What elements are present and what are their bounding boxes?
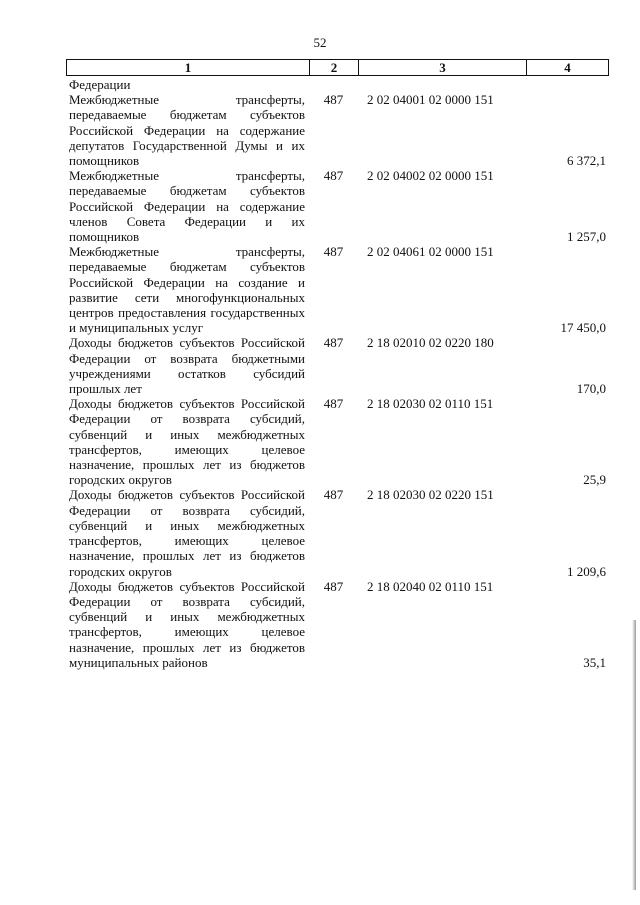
row-admin-code: 487	[323, 244, 344, 260]
row-sum: 6 372,1	[567, 153, 606, 169]
row-budget-code: 2 18 02030 02 0220 151	[367, 487, 494, 503]
header-col-3: 3	[359, 60, 527, 76]
row-name: Межбюджетные трансферты, передаваемые бюджетам субъектов Российской Федерации на содержание депутатов Государственной Думы и их помощников	[69, 92, 305, 169]
row-admin-code	[309, 77, 358, 92]
row-name: Федерации	[69, 77, 131, 92]
scan-edge-shadow	[632, 620, 636, 890]
row-sum: 17 450,0	[560, 320, 606, 336]
row-admin-code: 487	[323, 92, 344, 108]
row-sum: 25,9	[583, 472, 606, 488]
header-row	[67, 60, 609, 76]
row-admin-code: 487	[323, 578, 344, 594]
row-name: Доходы бюджетов субъектов Российской Федерации от возврата бюджетными учреждениями остатков субсидий прошлых лет	[69, 335, 305, 397]
row-budget-code: 2 02 04061 02 0000 151	[367, 244, 494, 260]
row-admin-code: 487	[323, 168, 344, 184]
row-admin-code: 487	[323, 396, 344, 412]
row-budget-code: 2 18 02040 02 0110 151	[367, 578, 494, 594]
header-col-4: 4	[527, 60, 609, 76]
row-sum: 35,1	[583, 654, 606, 670]
row-sum: 170,0	[576, 381, 606, 397]
table-row	[66, 77, 608, 92]
row-name: Доходы бюджетов субъектов Российской Федерации от возврата субсидий, субвенций и иных межбюджетных трансфертов, имеющих целевое назначение, прошлых лет из бюджетов муниципальных районов	[69, 578, 305, 670]
table-row	[66, 335, 608, 396]
row-admin-code: 487	[323, 335, 344, 351]
row-budget-code: 2 18 02010 02 0220 180	[367, 335, 494, 351]
row-budget-code: 2 18 02030 02 0110 151	[367, 396, 494, 412]
table-row	[66, 244, 608, 335]
page-number: 52	[313, 35, 327, 50]
row-budget-code	[358, 77, 526, 92]
row-admin-code: 487	[323, 487, 344, 503]
table-row	[66, 396, 608, 487]
row-sum	[526, 77, 608, 92]
row-name: Доходы бюджетов субъектов Российской Федерации от возврата субсидий, субвенций и иных межбюджетных трансфертов, имеющих целевое назначение, прошлых лет из бюджетов городских округов	[69, 396, 305, 488]
row-budget-code: 2 02 04001 02 0000 151	[367, 92, 494, 108]
row-name: Доходы бюджетов субъектов Российской Федерации от возврата субсидий, субвенций и иных межбюджетных трансфертов, имеющих целевое назначение, прошлых лет из бюджетов городских округов	[69, 487, 305, 579]
header-col-1: 1	[67, 60, 310, 76]
header-col-2: 2	[310, 60, 359, 76]
table-row	[66, 168, 608, 244]
row-sum: 1 209,6	[567, 563, 606, 579]
table-header	[66, 59, 609, 76]
table-row	[66, 579, 608, 670]
table-body	[66, 77, 608, 670]
table-row	[66, 92, 608, 168]
row-name: Межбюджетные трансферты, передаваемые бюджетам субъектов Российской Федерации на создание и развитие сети многофункциональных центров предоставления государственных и муниципальных услуг	[69, 244, 305, 336]
row-name: Межбюджетные трансферты, передаваемые бюджетам субъектов Российской Федерации на содержание членов Совета Федерации и их помощников	[69, 168, 305, 245]
row-budget-code: 2 02 04002 02 0000 151	[367, 168, 494, 184]
row-sum: 1 257,0	[567, 229, 606, 245]
table-row	[66, 487, 608, 578]
